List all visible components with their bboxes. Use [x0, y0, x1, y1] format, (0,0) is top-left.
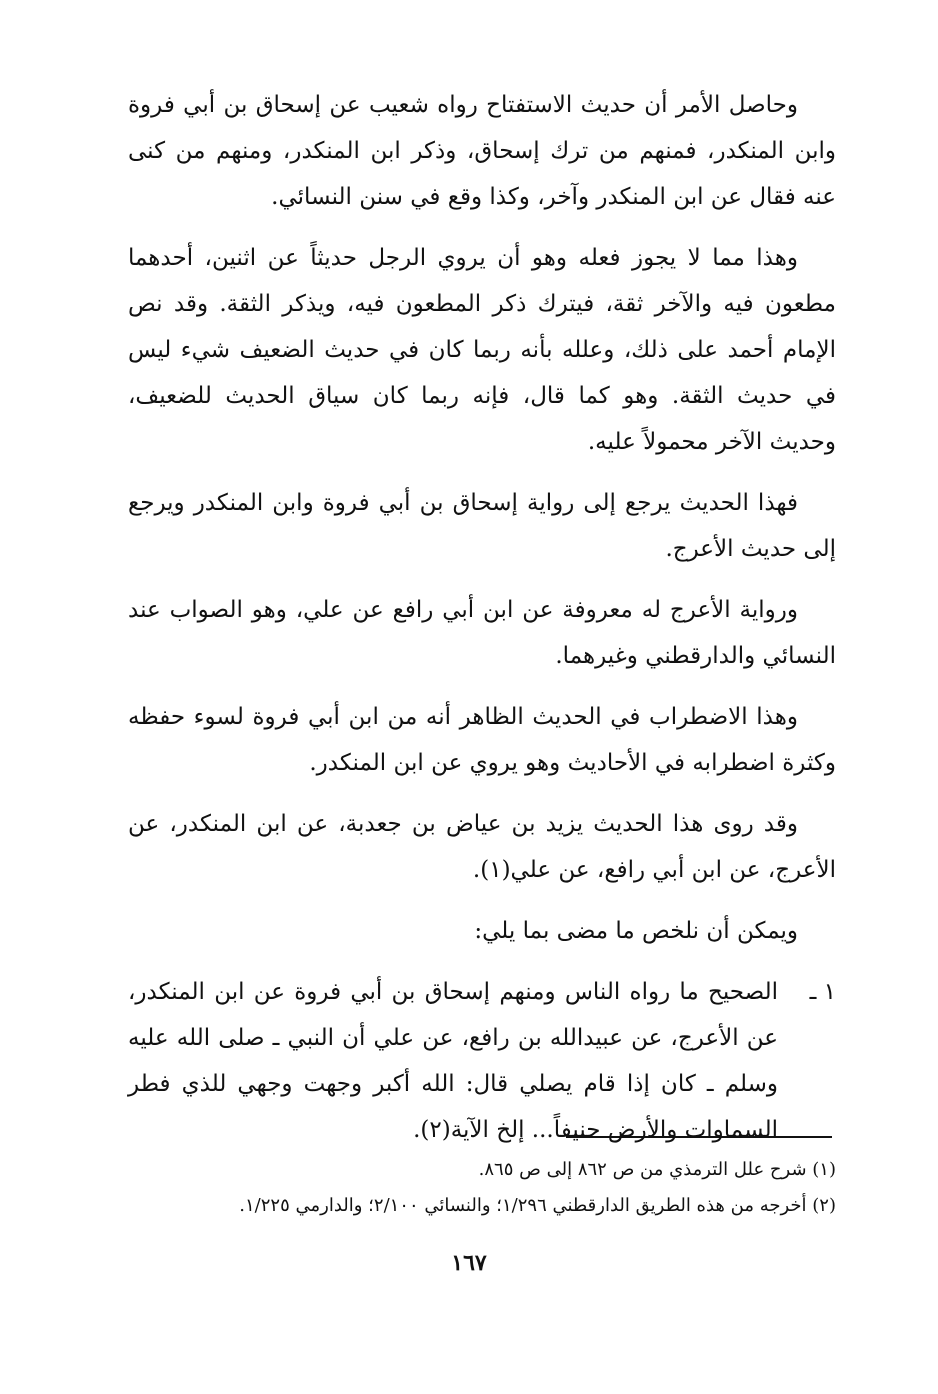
paragraph-3: فهذا الحديث يرجع إلى رواية إسحاق بن أبي فروة وابن المنكدر ويرجع إلى حديث الأعرج.	[128, 490, 836, 562]
paragraph-5: وهذا الاضطراب في الحديث الظاهر أنه من ابن أبي فروة لسوء حفظه وكثرة اضطرابه في الأحاديث وهو يروي عن ابن المنكدر.	[128, 704, 836, 776]
footnote-1: (١) شرح علل الترمذي من ص ٨٦٢ إلى ص ٨٦٥.	[478, 1159, 836, 1180]
list-item-text: الصحيح ما رواه الناس ومنهم إسحاق بن أبي فروة عن ابن المنكدر، عن الأعرج، عن عبيدالله بن رافع، عن علي أن النبي ـ صلى الله عليه وسلم ـ كان إذا قام يصلي قال: الله أكبر وجهت وجهي للذي فطر السماوات والأرض حنيفاً... إلخ الآية(٢).	[128, 979, 778, 1143]
paragraph-6: وقد روى هذا الحديث يزيد بن عياض بن جعدبة، عن ابن المنكدر، عن الأعرج، عن ابن أبي رافع، عن علي(١).	[128, 811, 836, 883]
summary-list-item	[128, 969, 836, 1153]
footnotes	[128, 1152, 836, 1224]
paragraph-2: وهذا مما لا يجوز فعله وهو أن يروي الرجل حديثاً عن اثنين، أحدهما مطعون فيه والآخر ثقة، فيترك ذكر المطعون فيه، ويذكر الثقة. وقد نص الإمام أحمد على ذلك، وعلله بأنه ربما كان في حديث الضعيف شيء ليس في حديث الثقة. وهو كما قال، فإنه ربما كان سياق الحديث للضعيف، وحديث الآخر محمولاً عليه.	[128, 245, 836, 455]
page-number: ١٦٧	[451, 1250, 487, 1276]
footnote-separator	[566, 1136, 832, 1138]
paragraph-7: ويمكن أن نلخص ما مضى بما يلي:	[474, 918, 798, 944]
list-item-number: ١ ـ	[809, 979, 836, 1005]
footnote-2: (٢) أخرجه من هذه الطريق الدارقطني ١/٢٩٦؛ والنسائي ٢/١٠٠؛ والدارمي ١/٢٢٥.	[239, 1195, 836, 1216]
paragraph-1: وحاصل الأمر أن حديث الاستفتاح رواه شعيب عن إسحاق بن أبي فروة وابن المنكدر، فمنهم من ترك إسحاق، وذكر ابن المنكدر، ومنهم من كنى عنه فقال عن ابن المنكدر وآخر، وكذا وقع في سنن النسائي.	[128, 92, 836, 210]
paragraph-4: ورواية الأعرج له معروفة عن ابن أبي رافع عن علي، وهو الصواب عند النسائي والدارقطني وغيرهما.	[128, 597, 836, 669]
main-text	[128, 82, 836, 1153]
